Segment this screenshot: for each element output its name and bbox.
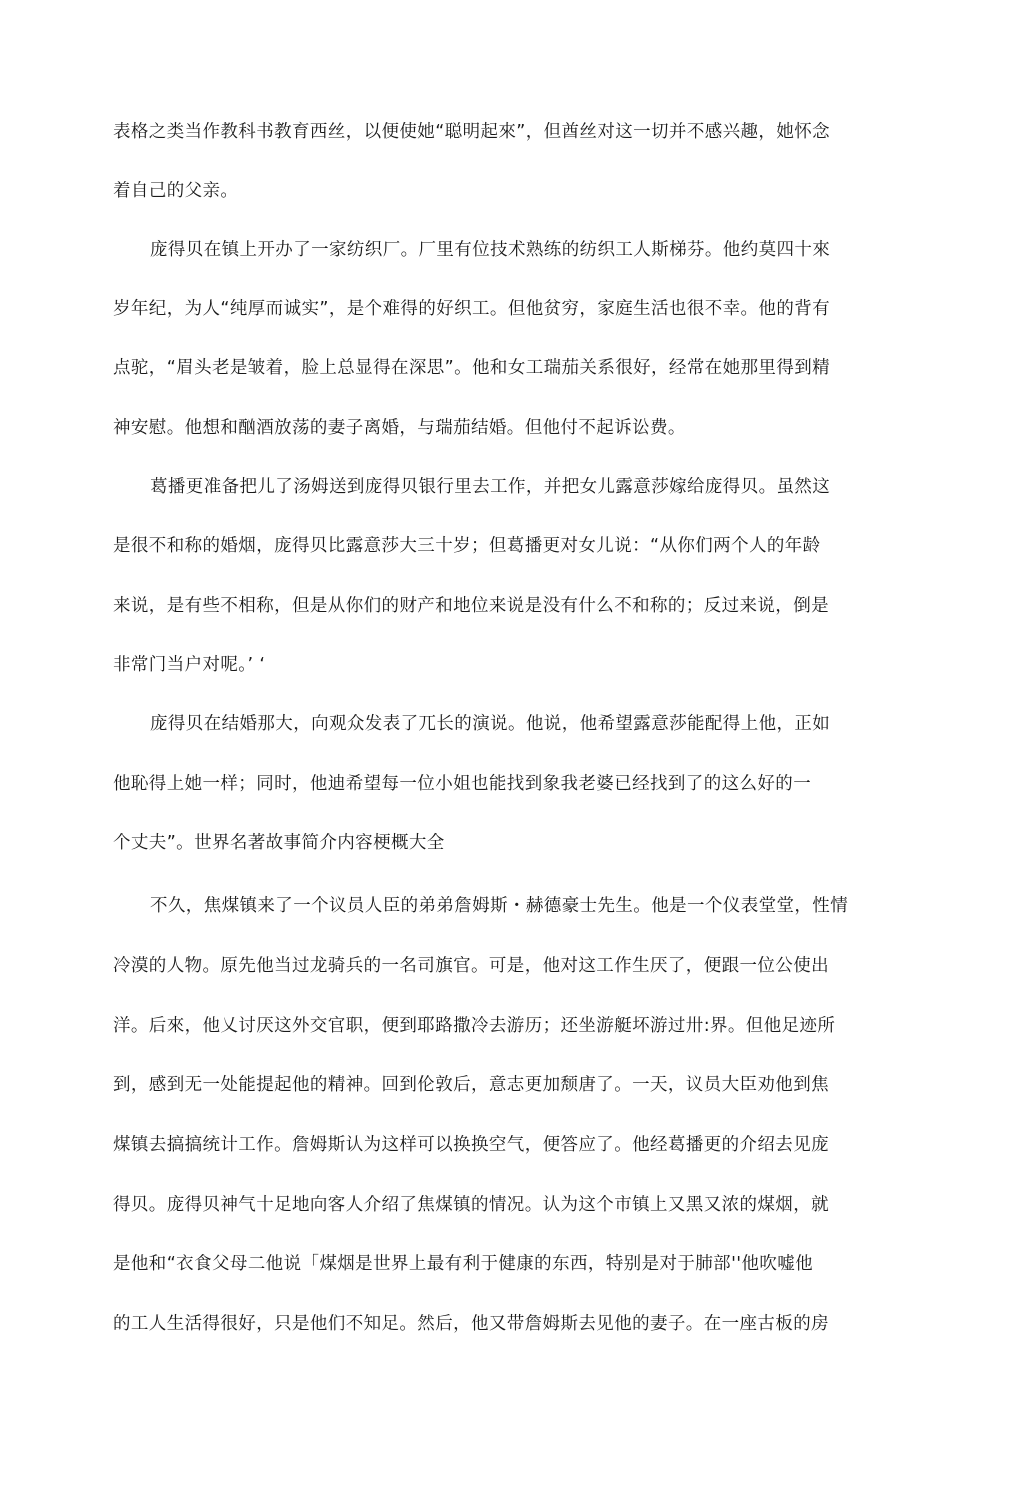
- text-line: 非常门当户对呢。’ ‘: [113, 655, 266, 675]
- text-line: 着自己的父亲。: [113, 181, 239, 201]
- text-line: 他恥得上她一样；同时，他迪希望每一位小姐也能找到象我老婆已经找到了的这么好的一: [113, 774, 812, 794]
- text-line: 是他和“衣食父母二他说「煤烟是世界上最有利于健康的东西，特别是对于肺部''他吹嘘他: [113, 1254, 814, 1274]
- text-line: 表格之类当作教科书教育西丝，以便使她“聪明起來”，但酋丝对这一切并不感兴趣，她怀念: [113, 122, 831, 142]
- paragraph-start-line: 葛播更准备把儿了汤姆送到庞得贝银行里去工作，并把女儿露意莎嫁给庞得贝。虽然这: [150, 477, 831, 497]
- paragraph-start-line: 庞得贝在结婚那大，向观众发表了兀长的演说。他说，他希望露意莎能配得上他，正如: [150, 714, 831, 734]
- paragraph-start-line: 庞得贝在镇上开办了一家纺织厂。厂里有位技术熟练的纺织工人斯梯芬。他约莫四十來: [150, 240, 831, 260]
- text-line: 到，感到无一处能提起他的精神。回到伦敦后，意志更加颓唐了。一天，议员大臣劝他到焦: [113, 1075, 829, 1095]
- text-line: 冷漠的人物。原先他当过龙骑兵的一名司旗官。可是，他对这工作生厌了，便跟一位公使出: [113, 956, 829, 976]
- paragraph-start-line: 不久，焦煤镇来了一个议员人臣的弟弟詹姆斯・赫德豪士先生。他是一个仪表堂堂，性情: [150, 896, 849, 916]
- text-line: 是很不和称的婚烟，庞得贝比露意莎大三十岁；但葛播更对女儿说：“从你们两个人的年龄: [113, 536, 821, 556]
- text-line: 煤镇去搞搞统计工作。詹姆斯认为这样可以换换空气，便答应了。他经葛播更的介绍去见庞: [113, 1135, 829, 1155]
- text-line: 神安慰。他想和酗酒放荡的妻子离婚，与瑞茄结婚。但他付不起诉讼费。: [113, 418, 686, 438]
- text-line: 岁年纪，为人“纯厚而诚实”，是个难得的好织工。但他贫穷，家庭生活也很不幸。他的背有: [113, 299, 831, 319]
- text-line: 来说，是有些不相称，但是从你们的财产和地位来说是没有什么不和称的；反过来说，倒是: [113, 596, 829, 616]
- text-line: 的工人生活得很好，只是他们不知足。然后，他又带詹姆斯去见他的妻子。在一座古板的房: [113, 1314, 829, 1334]
- text-line: 点驼，“眉头老是皱着，脸上总显得在深思”。他和女工瑞茄关系很好，经常在她那里得到精: [113, 358, 831, 378]
- text-line: 个丈夫”。世界名著故事简介内容梗概大全: [113, 833, 445, 853]
- text-line: 得贝。庞得贝神气十足地向客人介绍了焦煤镇的情况。认为这个市镇上又黑又浓的煤烟，就: [113, 1195, 829, 1215]
- text-line: 洋。后來，他乂讨厌这外交官职，便到耶路撒冷去游历；还坐游艇坏游过卅:界。但他足迹所: [113, 1016, 836, 1036]
